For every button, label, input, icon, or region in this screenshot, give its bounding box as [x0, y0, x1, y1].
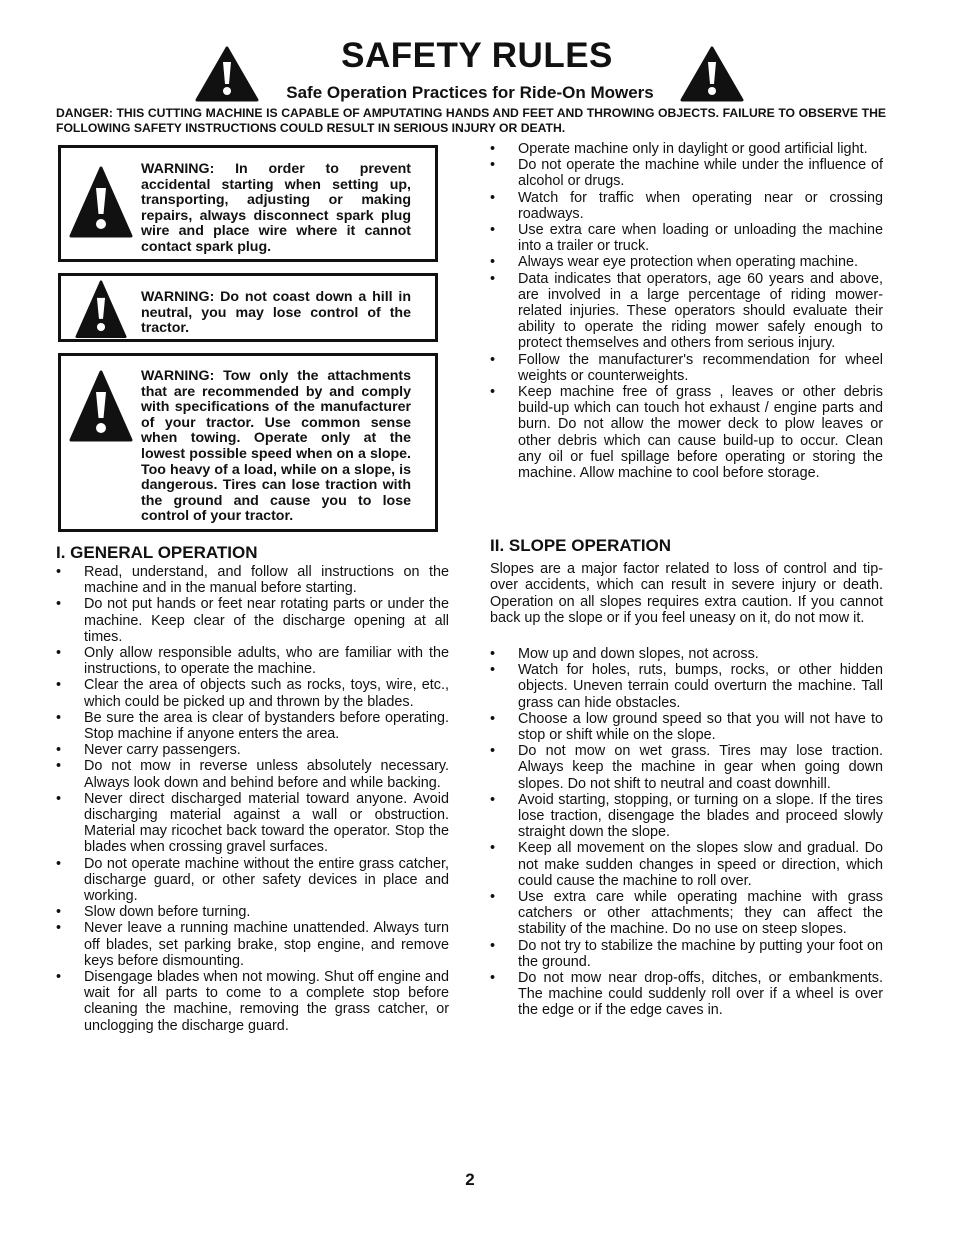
- warning-triangle-icon: [69, 166, 133, 240]
- list-item: • Mow up and down slopes, not across.: [490, 646, 883, 662]
- warning-box-coast: [58, 273, 438, 342]
- warning-box-towing: [58, 353, 438, 532]
- warning-text: WARNING: Tow only the attachments that are recommended by and comply with specifications of the manufacturer of your tractor. Use common sense when towing. Operate only at the lowest possible speed when on a slope. Too heavy of a load, while on a slope, is dangerous. Tires can lose traction with the ground and cause you to lose control of your tractor.: [141, 368, 411, 525]
- page-title: SAFETY RULES: [341, 36, 613, 75]
- list-item: • Be sure the area is clear of bystanders before operating. Stop machine if anyone enters the area.: [56, 710, 449, 742]
- section-heading-slope: II. SLOPE OPERATION: [490, 536, 672, 555]
- slope-intro: Slopes are a major factor related to loss of control and tip-over accidents, which can result in severe injury or death. Operation on all slopes requires extra caution. If you cannot back up the slope or if you feel uneasy on it, do not mow it.: [490, 561, 883, 627]
- section-heading-general: I. GENERAL OPERATION: [56, 543, 258, 562]
- list-item: • Follow the manufacturer's recommendation for wheel weights or counterweights.: [490, 352, 883, 384]
- list-item: • Only allow responsible adults, who are familiar with the instructions, to operate the machine.: [56, 645, 449, 677]
- warning-triangle-icon: [69, 370, 133, 444]
- list-item: • Clear the area of objects such as rocks, toys, wire, etc., which could be picked up and thrown by the blades.: [56, 677, 449, 709]
- list-item: • Slow down before turning.: [56, 904, 449, 920]
- list-item: • Read, understand, and follow all instructions on the machine and in the manual before starting.: [56, 564, 449, 596]
- list-item: • Keep machine free of grass , leaves or other debris build-up which can touch hot exhaust / engine parts and burn. Do not allow the mower deck to plow leaves or other debris which can cause build-up to occur. Clean any oil or fuel spillage before operating or storing the machine. Allow machine to cool before storage.: [490, 384, 883, 481]
- list-item: • Disengage blades when not mowing. Shut off engine and wait for all parts to come to a complete stop before cleaning the machine, removing the grass catcher, or unclogging the discharge guard.: [56, 969, 449, 1034]
- list-item: • Operate machine only in daylight or good artificial light.: [490, 141, 883, 157]
- warning-text: WARNING: In order to prevent accidental starting when setting up, transporting, adjusting or making repairs, always disconnect spark plug wire and place wire where it cannot contact spark plug.: [141, 161, 411, 255]
- list-item: • Never carry passengers.: [56, 742, 449, 758]
- list-item: • Data indicates that operators, age 60 years and above, are involved in a large percentage of riding mower-related injuries. These operators should evaluate their ability to operate the riding mower safely enough to protect themselves and others from serious injury.: [490, 271, 883, 352]
- list-item: • Use extra care when loading or unloading the machine into a trailer or truck.: [490, 222, 883, 254]
- warning-box-spark-plug: [58, 145, 438, 262]
- list-item: • Do not mow in reverse unless absolutely necessary. Always look down and behind before and while backing.: [56, 758, 449, 790]
- list-item: • Watch for traffic when operating near or crossing roadways.: [490, 190, 883, 222]
- list-item: • Always wear eye protection when operating machine.: [490, 254, 883, 270]
- list-item: • Do not put hands or feet near rotating parts or under the machine. Keep clear of the discharge opening at all times.: [56, 596, 449, 645]
- list-item: • Never leave a running machine unattended. Always turn off blades, set parking brake, stop engine, and remove keys before dismounting.: [56, 920, 449, 969]
- list-item: • Do not operate the machine while under the influence of alcohol or drugs.: [490, 157, 883, 189]
- list-item: • Do not mow on wet grass. Tires may lose traction. Always keep the machine in gear when going down slopes. Do not shift to neutral and coast downhill.: [490, 743, 883, 792]
- list-item: • Avoid starting, stopping, or turning on a slope. If the tires lose traction, disengage the blades and proceed slowly straight down the slope.: [490, 792, 883, 841]
- slope-operation-list: [490, 646, 883, 1019]
- list-item: • Keep all movement on the slopes slow and gradual. Do not make sudden changes in speed or direction, which could cause the machine to roll over.: [490, 840, 883, 889]
- list-item: • Do not mow near drop-offs, ditches, or embankments. The machine could suddenly roll over if a wheel is over the edge or if the edge caves in.: [490, 970, 883, 1019]
- list-item: • Watch for holes, ruts, bumps, rocks, or other hidden objects. Uneven terrain could overturn the machine. Tall grass can hide obstacles.: [490, 662, 883, 711]
- list-item: • Use extra care while operating machine with grass catchers or other attachments; they can affect the stability of the machine. Do no use on steep slopes.: [490, 889, 883, 938]
- general-operation-list-continued: [490, 141, 883, 481]
- page-subtitle: Safe Operation Practices for Ride-On Mowers: [286, 83, 654, 102]
- general-operation-list: [56, 564, 449, 1034]
- warning-text: WARNING: Do not coast down a hill in neutral, you may lose control of the tractor.: [141, 289, 411, 337]
- list-item: • Do not operate machine without the entire grass catcher, discharge guard, or other safety devices in place and working.: [56, 856, 449, 905]
- danger-notice: DANGER: THIS CUTTING MACHINE IS CAPABLE OF AMPUTATING HANDS AND FEET AND THROWING OBJECTS. FAILURE TO OBSERVE THE FOLLOWING SAFETY INSTRUCTIONS COULD RESULT IN SERIOUS INJURY OR DEATH.: [56, 106, 886, 135]
- list-item: • Choose a low ground speed so that you will not have to stop or shift while on the slope.: [490, 711, 883, 743]
- list-item: • Never direct discharged material toward anyone. Avoid discharging material against a wall or obstruction. Material may ricochet back toward the operator. Stop the blades when crossing gravel surfaces.: [56, 791, 449, 856]
- warning-triangle-icon: [69, 280, 133, 340]
- page-number: 2: [465, 1170, 475, 1189]
- list-item: • Do not try to stabilize the machine by putting your foot on the ground.: [490, 938, 883, 970]
